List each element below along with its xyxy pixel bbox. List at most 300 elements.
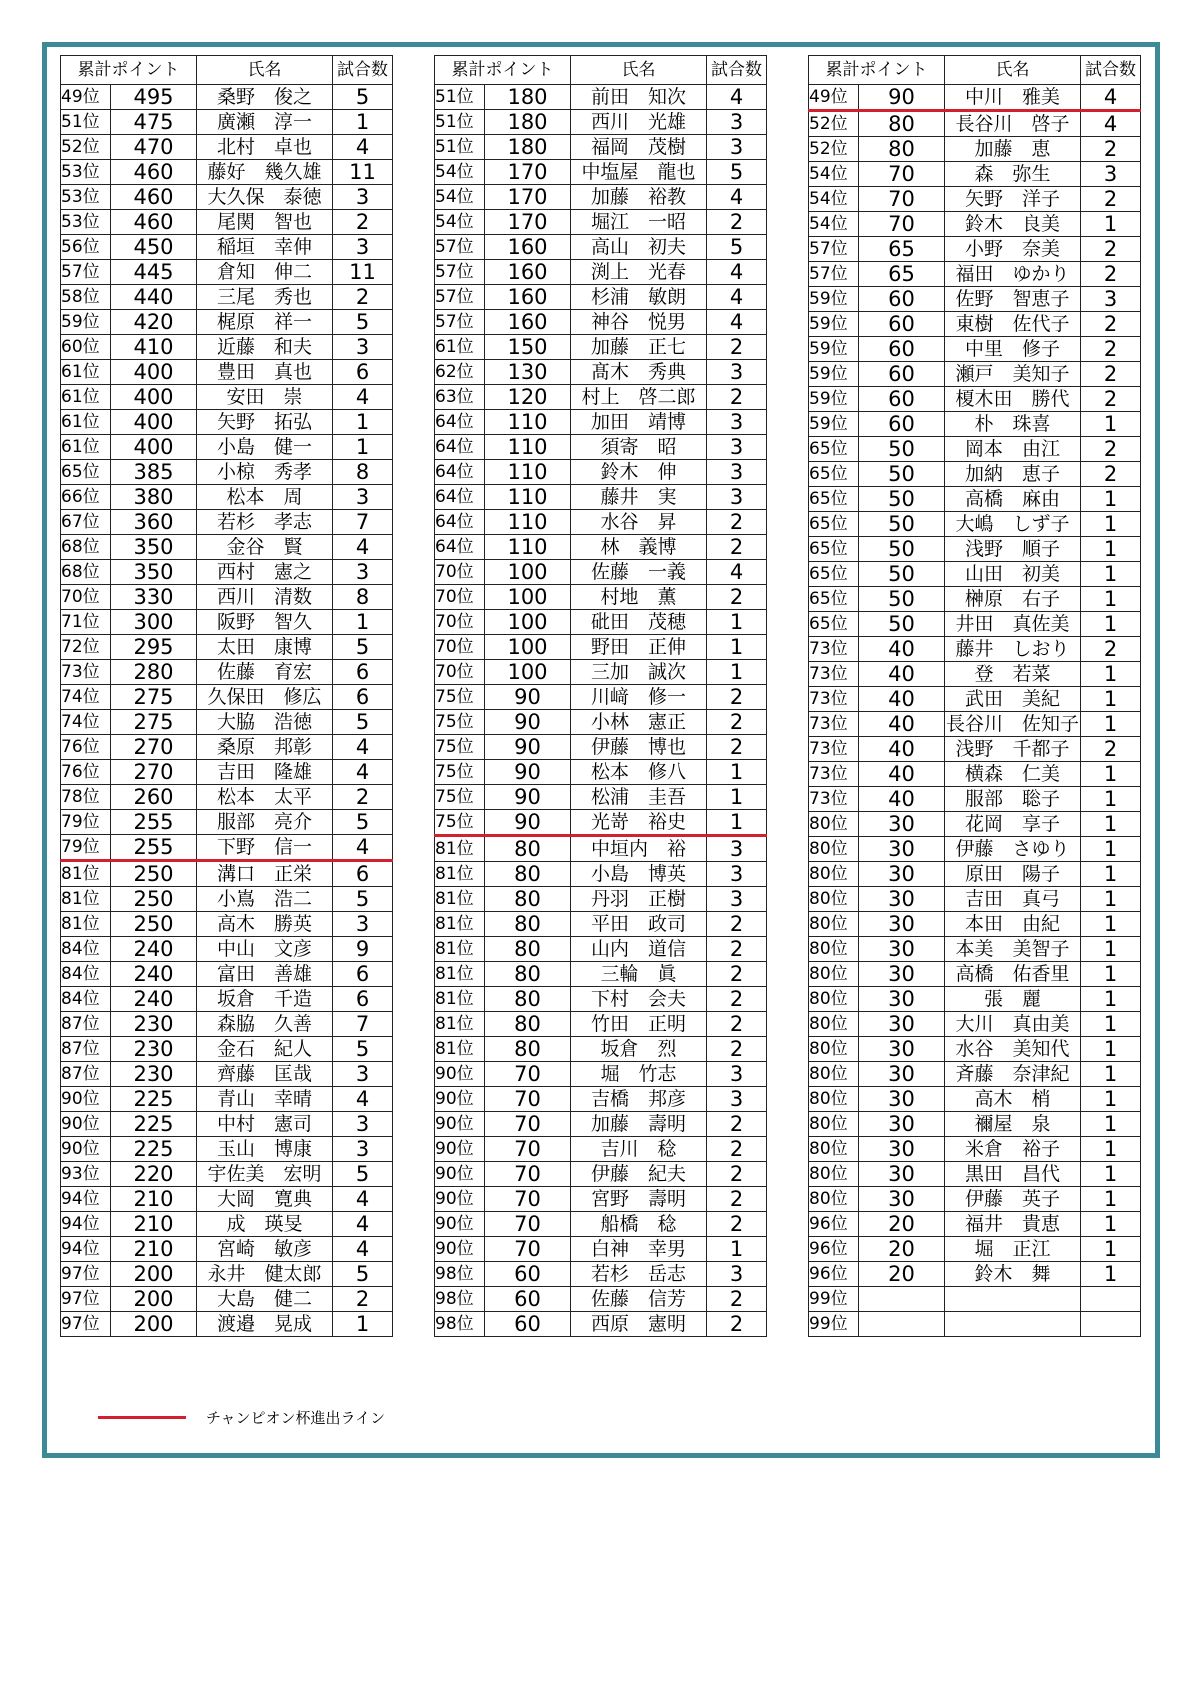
table-row <box>435 735 767 760</box>
name-cell: 西川 清数 <box>197 585 333 610</box>
name-cell: 藤井 実 <box>571 485 707 510</box>
table-row <box>809 137 1141 162</box>
points-cell: 80 <box>485 937 571 962</box>
name-cell: 中村 憲司 <box>197 1112 333 1137</box>
rank-cell: 80位 <box>809 862 859 887</box>
rank-cell: 80位 <box>809 987 859 1012</box>
table-row <box>61 135 393 160</box>
games-cell: 1 <box>1081 687 1141 712</box>
rank-cell: 65位 <box>809 562 859 587</box>
name-cell: 井田 真佐美 <box>945 612 1081 637</box>
name-cell: 砒田 茂穂 <box>571 610 707 635</box>
table-header <box>809 56 1141 85</box>
table-row <box>435 160 767 185</box>
games-cell: 4 <box>333 1212 393 1237</box>
rank-cell: 53位 <box>61 160 111 185</box>
rank-cell: 53位 <box>61 185 111 210</box>
games-cell: 4 <box>333 760 393 785</box>
points-cell: 360 <box>111 510 197 535</box>
rank-cell: 59位 <box>61 310 111 335</box>
table-row <box>435 135 767 160</box>
games-cell: 1 <box>1081 212 1141 237</box>
table-row <box>61 1187 393 1212</box>
games-cell: 2 <box>707 912 767 937</box>
points-cell: 30 <box>859 937 945 962</box>
name-cell: 梶原 祥一 <box>197 310 333 335</box>
rank-cell: 90位 <box>435 1112 485 1137</box>
games-cell: 1 <box>1081 912 1141 937</box>
name-cell: 中里 修子 <box>945 337 1081 362</box>
table-row <box>61 1312 393 1337</box>
games-cell: 3 <box>707 410 767 435</box>
points-cell: 50 <box>859 562 945 587</box>
points-cell: 200 <box>111 1262 197 1287</box>
points-cell: 100 <box>485 635 571 660</box>
name-cell: 宮崎 敏彦 <box>197 1237 333 1262</box>
name-cell: 小椋 秀孝 <box>197 460 333 485</box>
table-row <box>809 637 1141 662</box>
games-cell: 6 <box>333 660 393 685</box>
table-row <box>809 362 1141 387</box>
table-row <box>435 1012 767 1037</box>
points-cell: 80 <box>859 111 945 137</box>
rank-cell: 67位 <box>61 510 111 535</box>
rank-cell: 75位 <box>435 685 485 710</box>
points-cell: 110 <box>485 460 571 485</box>
games-cell: 2 <box>707 685 767 710</box>
name-cell: 溝口 正栄 <box>197 861 333 887</box>
rank-cell: 80位 <box>809 1137 859 1162</box>
points-cell: 60 <box>485 1312 571 1337</box>
points-cell: 160 <box>485 285 571 310</box>
header-name: 氏名 <box>197 56 333 85</box>
rank-cell: 57位 <box>809 262 859 287</box>
table-row <box>61 1012 393 1037</box>
table-row <box>809 537 1141 562</box>
points-cell: 275 <box>111 710 197 735</box>
table-row <box>809 1187 1141 1212</box>
points-cell: 70 <box>859 162 945 187</box>
name-cell: 鈴木 良美 <box>945 212 1081 237</box>
table-row <box>435 510 767 535</box>
rank-cell: 66位 <box>61 485 111 510</box>
games-cell: 4 <box>333 1187 393 1212</box>
games-cell: 1 <box>1081 787 1141 812</box>
rank-cell: 80位 <box>809 912 859 937</box>
games-cell: 6 <box>333 962 393 987</box>
table-row <box>61 987 393 1012</box>
points-cell: 400 <box>111 360 197 385</box>
points-cell: 30 <box>859 1062 945 1087</box>
rank-cell: 59位 <box>809 337 859 362</box>
points-cell: 40 <box>859 762 945 787</box>
points-cell: 170 <box>485 160 571 185</box>
name-cell: 佐藤 信芳 <box>571 1287 707 1312</box>
rank-cell: 65位 <box>809 437 859 462</box>
points-cell <box>859 1312 945 1337</box>
legend <box>98 1405 385 1429</box>
name-cell: 浅野 千都子 <box>945 737 1081 762</box>
games-cell: 2 <box>707 937 767 962</box>
name-cell: 水谷 美知代 <box>945 1037 1081 1062</box>
rank-cell: 93位 <box>61 1162 111 1187</box>
table-row <box>61 1062 393 1087</box>
name-cell: 丹羽 正樹 <box>571 887 707 912</box>
table-row <box>61 861 393 887</box>
points-cell: 30 <box>859 1162 945 1187</box>
games-cell: 2 <box>1081 137 1141 162</box>
points-cell: 30 <box>859 887 945 912</box>
table-row <box>809 912 1141 937</box>
table-row <box>61 610 393 635</box>
rank-cell: 59位 <box>809 412 859 437</box>
rank-cell: 70位 <box>435 635 485 660</box>
points-cell: 30 <box>859 1137 945 1162</box>
name-cell: 水谷 昇 <box>571 510 707 535</box>
name-cell: 福井 貴恵 <box>945 1212 1081 1237</box>
points-cell: 410 <box>111 335 197 360</box>
table-row <box>809 1212 1141 1237</box>
games-cell: 1 <box>1081 412 1141 437</box>
points-cell: 50 <box>859 462 945 487</box>
name-cell: 坂倉 烈 <box>571 1037 707 1062</box>
name-cell: 矢野 拓弘 <box>197 410 333 435</box>
points-cell: 80 <box>485 962 571 987</box>
name-cell: 吉橋 邦彦 <box>571 1087 707 1112</box>
name-cell: 成 瑛旻 <box>197 1212 333 1237</box>
games-cell: 1 <box>333 610 393 635</box>
table-row <box>435 535 767 560</box>
header-points: 累計ポイント <box>435 56 571 85</box>
rank-cell: 90位 <box>435 1137 485 1162</box>
points-cell: 30 <box>859 862 945 887</box>
points-cell: 110 <box>485 510 571 535</box>
name-cell: 白神 幸男 <box>571 1237 707 1262</box>
table-row <box>435 1237 767 1262</box>
rank-cell: 81位 <box>61 887 111 912</box>
rank-cell: 80位 <box>809 812 859 837</box>
points-cell: 120 <box>485 385 571 410</box>
games-cell: 4 <box>707 310 767 335</box>
name-cell: 金石 紀人 <box>197 1037 333 1062</box>
points-cell: 60 <box>859 312 945 337</box>
points-cell: 30 <box>859 1012 945 1037</box>
name-cell: 野田 正伸 <box>571 635 707 660</box>
table-row <box>809 787 1141 812</box>
table-row <box>435 635 767 660</box>
table-row <box>809 987 1141 1012</box>
games-cell: 5 <box>707 235 767 260</box>
points-cell: 50 <box>859 512 945 537</box>
name-cell: 齊藤 匡哉 <box>197 1062 333 1087</box>
games-cell: 1 <box>1081 1012 1141 1037</box>
games-cell: 1 <box>1081 512 1141 537</box>
header-points: 累計ポイント <box>61 56 197 85</box>
table-row <box>435 610 767 635</box>
name-cell: 北村 卓也 <box>197 135 333 160</box>
name-cell: 大脇 浩徳 <box>197 710 333 735</box>
table-row <box>809 612 1141 637</box>
table-row <box>809 462 1141 487</box>
points-cell: 460 <box>111 160 197 185</box>
rank-cell: 81位 <box>435 962 485 987</box>
rank-cell: 54位 <box>809 212 859 237</box>
rank-cell: 81位 <box>435 1012 485 1037</box>
name-cell: 松本 修八 <box>571 760 707 785</box>
table-row <box>435 962 767 987</box>
table-header <box>435 56 767 85</box>
name-cell: 森 弥生 <box>945 162 1081 187</box>
name-cell: 大川 真由美 <box>945 1012 1081 1037</box>
points-cell: 440 <box>111 285 197 310</box>
games-cell: 3 <box>333 335 393 360</box>
rank-cell: 63位 <box>435 385 485 410</box>
table-row <box>61 110 393 135</box>
points-cell: 210 <box>111 1187 197 1212</box>
games-cell: 1 <box>1081 1162 1141 1187</box>
table-row <box>61 1087 393 1112</box>
points-cell: 70 <box>859 187 945 212</box>
table-row <box>809 387 1141 412</box>
rank-cell: 73位 <box>809 662 859 687</box>
points-cell: 90 <box>485 785 571 810</box>
table-row <box>61 912 393 937</box>
table-row <box>61 1262 393 1287</box>
games-cell: 1 <box>707 635 767 660</box>
table-row <box>435 1312 767 1337</box>
points-cell: 100 <box>485 660 571 685</box>
rank-cell: 98位 <box>435 1262 485 1287</box>
points-cell: 200 <box>111 1312 197 1337</box>
rank-cell: 54位 <box>435 185 485 210</box>
games-cell: 4 <box>707 185 767 210</box>
table-row <box>435 310 767 335</box>
name-cell: 渡邉 晃成 <box>197 1312 333 1337</box>
games-cell: 5 <box>333 710 393 735</box>
games-cell: 2 <box>1081 637 1141 662</box>
name-cell: 林 義博 <box>571 535 707 560</box>
games-cell: 3 <box>707 887 767 912</box>
name-cell: 禰屋 泉 <box>945 1112 1081 1137</box>
points-cell: 380 <box>111 485 197 510</box>
table-row <box>435 912 767 937</box>
games-cell: 2 <box>707 1212 767 1237</box>
games-cell: 4 <box>1081 111 1141 137</box>
points-cell: 240 <box>111 962 197 987</box>
rank-cell: 65位 <box>809 512 859 537</box>
table-row <box>435 887 767 912</box>
rank-cell: 87位 <box>61 1012 111 1037</box>
games-cell: 7 <box>333 1012 393 1037</box>
games-cell: 1 <box>333 435 393 460</box>
games-cell: 1 <box>707 660 767 685</box>
name-cell: 太田 康博 <box>197 635 333 660</box>
points-cell: 50 <box>859 537 945 562</box>
rank-cell: 81位 <box>435 912 485 937</box>
name-cell: 廣瀬 淳一 <box>197 110 333 135</box>
points-cell: 180 <box>485 110 571 135</box>
points-cell: 80 <box>485 836 571 862</box>
games-cell <box>1081 1312 1141 1337</box>
games-cell: 2 <box>707 1037 767 1062</box>
table-row <box>435 710 767 735</box>
rank-cell: 57位 <box>435 235 485 260</box>
points-cell: 80 <box>485 987 571 1012</box>
name-cell: 小林 憲正 <box>571 710 707 735</box>
rank-cell: 61位 <box>61 360 111 385</box>
table-row <box>435 410 767 435</box>
points-cell: 30 <box>859 912 945 937</box>
points-cell: 250 <box>111 861 197 887</box>
games-cell: 3 <box>333 485 393 510</box>
name-cell: 西原 憲明 <box>571 1312 707 1337</box>
name-cell: 渕上 光春 <box>571 260 707 285</box>
table-row <box>435 1212 767 1237</box>
rank-cell: 59位 <box>809 287 859 312</box>
games-cell: 2 <box>333 285 393 310</box>
points-cell: 150 <box>485 335 571 360</box>
games-cell: 2 <box>1081 312 1141 337</box>
table-row <box>809 812 1141 837</box>
name-cell: 浅野 順子 <box>945 537 1081 562</box>
name-cell: 中垣内 裕 <box>571 836 707 862</box>
points-cell: 70 <box>485 1162 571 1187</box>
games-cell: 2 <box>1081 437 1141 462</box>
points-cell: 50 <box>859 587 945 612</box>
points-cell: 260 <box>111 785 197 810</box>
games-cell: 2 <box>333 210 393 235</box>
name-cell: 船橋 稔 <box>571 1212 707 1237</box>
table-row <box>809 487 1141 512</box>
games-cell: 2 <box>707 385 767 410</box>
table-row <box>61 385 393 410</box>
games-cell: 2 <box>1081 737 1141 762</box>
games-cell: 3 <box>707 360 767 385</box>
rank-cell: 98位 <box>435 1312 485 1337</box>
points-cell: 350 <box>111 560 197 585</box>
rank-cell: 76位 <box>61 735 111 760</box>
table-row <box>61 1137 393 1162</box>
rank-cell: 73位 <box>809 787 859 812</box>
rank-cell: 97位 <box>61 1287 111 1312</box>
rank-cell: 80位 <box>809 1062 859 1087</box>
points-cell: 160 <box>485 235 571 260</box>
games-cell: 5 <box>333 310 393 335</box>
name-cell: 矢野 洋子 <box>945 187 1081 212</box>
name-cell: 三輪 眞 <box>571 962 707 987</box>
legend-label: チャンピオン杯進出ライン <box>206 1408 386 1427</box>
points-cell: 20 <box>859 1212 945 1237</box>
rank-cell: 53位 <box>61 210 111 235</box>
table-row <box>809 287 1141 312</box>
name-cell: 本美 美智子 <box>945 937 1081 962</box>
rank-cell: 90位 <box>61 1137 111 1162</box>
games-cell: 3 <box>707 1087 767 1112</box>
header-games: 試合数 <box>333 56 393 85</box>
table-row <box>61 435 393 460</box>
rank-cell: 81位 <box>435 862 485 887</box>
games-cell: 3 <box>333 912 393 937</box>
rank-cell: 81位 <box>435 836 485 862</box>
points-cell: 250 <box>111 887 197 912</box>
rank-cell: 59位 <box>809 362 859 387</box>
table-row <box>435 285 767 310</box>
rank-cell: 84位 <box>61 987 111 1012</box>
games-cell: 1 <box>1081 712 1141 737</box>
name-cell: 小島 博英 <box>571 862 707 887</box>
table-row <box>61 160 393 185</box>
name-cell: 杉浦 敏朗 <box>571 285 707 310</box>
name-cell: 桑原 邦彰 <box>197 735 333 760</box>
points-cell: 90 <box>485 710 571 735</box>
games-cell: 1 <box>333 1312 393 1337</box>
games-cell: 3 <box>1081 162 1141 187</box>
rank-cell: 84位 <box>61 937 111 962</box>
name-cell: 宇佐美 宏明 <box>197 1162 333 1187</box>
table-row <box>435 660 767 685</box>
rank-cell: 68位 <box>61 535 111 560</box>
games-cell: 1 <box>1081 487 1141 512</box>
games-cell: 7 <box>333 510 393 535</box>
table-row <box>61 235 393 260</box>
table-row <box>435 235 767 260</box>
name-cell: 若杉 孝志 <box>197 510 333 535</box>
points-cell: 230 <box>111 1037 197 1062</box>
rank-cell: 52位 <box>809 111 859 137</box>
games-cell: 11 <box>333 260 393 285</box>
table-row <box>435 1087 767 1112</box>
rank-cell: 70位 <box>61 585 111 610</box>
points-cell: 210 <box>111 1237 197 1262</box>
games-cell: 3 <box>707 1062 767 1087</box>
name-cell: 松本 太平 <box>197 785 333 810</box>
rank-cell: 81位 <box>435 987 485 1012</box>
name-cell: 加納 恵子 <box>945 462 1081 487</box>
rank-cell: 56位 <box>61 235 111 260</box>
points-cell: 30 <box>859 962 945 987</box>
rank-cell: 94位 <box>61 1212 111 1237</box>
rank-cell: 90位 <box>435 1087 485 1112</box>
rank-cell: 51位 <box>435 85 485 110</box>
name-cell: 佐藤 一義 <box>571 560 707 585</box>
games-cell: 2 <box>1081 237 1141 262</box>
name-cell: 平田 政司 <box>571 912 707 937</box>
points-cell: 90 <box>485 810 571 836</box>
points-cell: 100 <box>485 560 571 585</box>
rank-cell: 81位 <box>435 887 485 912</box>
rank-cell: 70位 <box>435 585 485 610</box>
points-cell: 60 <box>485 1287 571 1312</box>
table-row <box>809 412 1141 437</box>
name-cell: 藤好 幾久雄 <box>197 160 333 185</box>
table-row <box>61 260 393 285</box>
rank-cell: 76位 <box>61 760 111 785</box>
points-cell: 110 <box>485 435 571 460</box>
name-cell: 竹田 正明 <box>571 1012 707 1037</box>
name-cell: 三加 誠次 <box>571 660 707 685</box>
rank-cell: 75位 <box>435 735 485 760</box>
games-cell: 5 <box>707 160 767 185</box>
games-cell: 1 <box>1081 962 1141 987</box>
name-cell: 稲垣 幸伸 <box>197 235 333 260</box>
points-cell: 60 <box>859 387 945 412</box>
name-cell: 安田 崇 <box>197 385 333 410</box>
games-cell: 1 <box>1081 1237 1141 1262</box>
table-row <box>61 485 393 510</box>
name-cell <box>945 1312 1081 1337</box>
name-cell: 宮野 壽明 <box>571 1187 707 1212</box>
table-row <box>435 987 767 1012</box>
